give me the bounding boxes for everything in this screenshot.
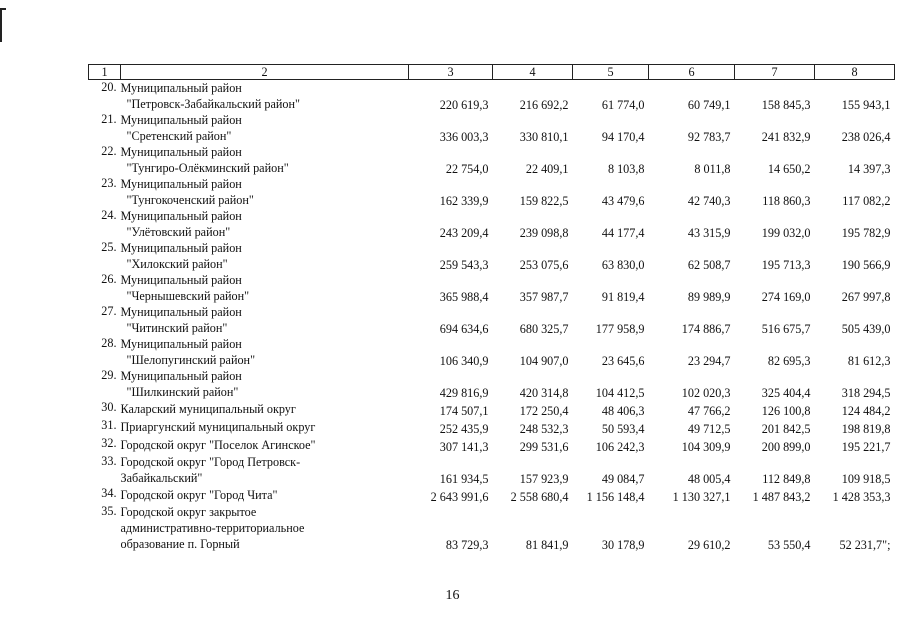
value-cell: 8 103,8: [607, 162, 645, 176]
row-number: 27.: [101, 304, 117, 318]
name-line: "Улётовский район": [126, 225, 231, 239]
name-line: Муниципальный район: [120, 305, 242, 319]
name-line: "Чернышевский район": [126, 289, 250, 303]
table-row: [89, 144, 895, 176]
header-cell: 1: [89, 65, 121, 80]
municipality-name: [121, 240, 409, 272]
value-cell: 357 987,7: [519, 290, 569, 304]
value-cell: 47 766,2: [687, 404, 731, 418]
table-row: [89, 400, 895, 418]
value-cell: 174 507,1: [439, 404, 489, 418]
header-cell: 5: [573, 65, 649, 80]
municipality-name: [121, 112, 409, 144]
value-cell: 220 619,3: [439, 98, 489, 112]
value-cell: 118 860,3: [762, 194, 811, 208]
value-cell: 2 558 680,4: [510, 490, 569, 504]
value-cell: 81 612,3: [847, 354, 891, 368]
value-cell: 44 177,4: [601, 226, 645, 240]
value-cell: 516 675,7: [761, 322, 811, 336]
value-cell: 198 819,8: [841, 422, 891, 436]
value-cell: 248 532,3: [519, 422, 569, 436]
value-cell: 1 156 148,4: [586, 490, 645, 504]
value-cell: 60 749,1: [687, 98, 731, 112]
header-cell: 2: [121, 65, 409, 80]
name-line: "Тунгокоченский район": [126, 193, 254, 207]
value-cell: 2 643 991,6: [430, 490, 489, 504]
row-number: 22.: [101, 144, 117, 158]
table-row: [89, 504, 895, 552]
table-row: [89, 240, 895, 272]
value-cell: 200 899,0: [761, 440, 811, 454]
value-cell: 241 832,9: [761, 130, 811, 144]
row-number: 24.: [101, 208, 117, 222]
page-number: 16: [445, 588, 460, 603]
value-cell: 104 309,9: [681, 440, 731, 454]
value-cell: 49 712,5: [687, 422, 731, 436]
municipality-name: [121, 304, 409, 336]
row-number: 21.: [101, 112, 117, 126]
municipality-name: [121, 208, 409, 240]
value-cell: 53 550,4: [767, 538, 811, 552]
table-row: [89, 80, 895, 113]
header-cell: 6: [649, 65, 735, 80]
name-line: Городской округ "Город Петровск-: [120, 455, 301, 469]
value-cell: 238 026,4: [841, 130, 891, 144]
municipality-name: [121, 336, 409, 368]
value-cell: 22 409,1: [525, 162, 569, 176]
value-cell: 420 314,8: [519, 386, 569, 400]
municipality-name: [121, 454, 409, 486]
value-cell: 162 339,9: [439, 194, 489, 208]
municipality-name: [121, 400, 409, 418]
value-cell: 1 487 843,2: [752, 490, 811, 504]
value-cell: 680 325,7: [519, 322, 569, 336]
header-row: [89, 65, 895, 80]
header-cell: 7: [735, 65, 815, 80]
value-cell: 1 130 327,1: [672, 490, 731, 504]
municipality-name: [121, 504, 409, 552]
value-cell: 14 397,3: [847, 162, 891, 176]
header-cell: 3: [409, 65, 493, 80]
value-cell: 8 011,8: [694, 162, 731, 176]
name-line: Городской округ "Город Чита": [120, 488, 278, 502]
table-row: [89, 272, 895, 304]
value-cell: 124 484,2: [841, 404, 891, 418]
value-cell: 274 169,0: [761, 290, 811, 304]
name-line: Городской округ закрытое: [120, 505, 257, 519]
value-cell: 14 650,2: [767, 162, 811, 176]
value-cell: 117 082,2: [842, 194, 891, 208]
value-cell: 43 479,6: [601, 194, 645, 208]
value-cell: 195 713,3: [761, 258, 811, 272]
value-cell: 52 231,7";: [839, 538, 891, 552]
value-cell: 63 830,0: [601, 258, 645, 272]
name-line: образование п. Горный: [120, 537, 240, 551]
value-cell: 1 428 353,3: [832, 490, 891, 504]
value-cell: 82 695,3: [767, 354, 811, 368]
table-row: [89, 336, 895, 368]
value-cell: 29 610,2: [687, 538, 731, 552]
row-number: 33.: [101, 454, 117, 468]
value-cell: 155 943,1: [841, 98, 891, 112]
value-cell: 253 075,6: [519, 258, 569, 272]
value-cell: 126 100,8: [761, 404, 811, 418]
table-row: [89, 454, 895, 486]
municipality-name: [121, 272, 409, 304]
value-cell: 91 819,4: [601, 290, 645, 304]
value-cell: 22 754,0: [445, 162, 489, 176]
name-line: "Петровск-Забайкальский район": [126, 97, 300, 111]
municipality-name: [121, 144, 409, 176]
row-number: 31.: [101, 418, 117, 432]
table-row: [89, 486, 895, 504]
value-cell: 23 645,6: [601, 354, 645, 368]
municipality-name: [121, 176, 409, 208]
table-body: [89, 65, 895, 553]
value-cell: 267 997,8: [841, 290, 891, 304]
value-cell: 81 841,9: [525, 538, 569, 552]
value-cell: 43 315,9: [687, 226, 731, 240]
value-cell: 259 543,3: [439, 258, 489, 272]
value-cell: 177 958,9: [595, 322, 645, 336]
value-cell: 104 907,0: [519, 354, 569, 368]
value-cell: 62 508,7: [687, 258, 731, 272]
name-line: Приаргунский муниципальный округ: [120, 420, 316, 434]
value-cell: 158 845,3: [761, 98, 811, 112]
value-cell: 199 032,0: [761, 226, 811, 240]
value-cell: 30 178,9: [601, 538, 645, 552]
name-line: Муниципальный район: [120, 145, 242, 159]
municipality-name: [121, 486, 409, 504]
municipality-name: [121, 368, 409, 400]
value-cell: 243 209,4: [439, 226, 489, 240]
value-cell: 429 816,9: [439, 386, 489, 400]
value-cell: 336 003,3: [439, 130, 489, 144]
table-row: [89, 418, 895, 436]
value-cell: 299 531,6: [519, 440, 569, 454]
name-line: административно-территориальное: [120, 521, 305, 535]
row-number: 26.: [101, 272, 117, 286]
value-cell: 50 593,4: [601, 422, 645, 436]
value-cell: 157 923,9: [519, 472, 569, 486]
row-number: 23.: [101, 176, 117, 190]
row-number: 29.: [101, 368, 117, 382]
value-cell: 48 005,4: [687, 472, 731, 486]
value-cell: 49 084,7: [601, 472, 645, 486]
value-cell: 195 221,7: [841, 440, 891, 454]
value-cell: 23 294,7: [687, 354, 731, 368]
value-cell: 83 729,3: [445, 538, 489, 552]
table-row: [89, 436, 895, 454]
scan-edge-mark: [0, 8, 6, 42]
municipality-name: [121, 80, 409, 113]
value-cell: 112 849,8: [762, 472, 811, 486]
name-line: Муниципальный район: [120, 81, 242, 95]
value-cell: 307 141,3: [439, 440, 489, 454]
value-cell: 89 989,9: [687, 290, 731, 304]
row-number: 25.: [101, 240, 117, 254]
value-cell: 161 934,5: [439, 472, 489, 486]
value-cell: 505 439,0: [841, 322, 891, 336]
row-number: 30.: [101, 400, 117, 414]
value-cell: 216 692,2: [519, 98, 569, 112]
value-cell: 325 404,4: [761, 386, 811, 400]
row-number: 32.: [101, 436, 117, 450]
value-cell: 94 170,4: [601, 130, 645, 144]
name-line: Муниципальный район: [120, 177, 242, 191]
name-line: Муниципальный район: [120, 209, 242, 223]
municipality-name: [121, 418, 409, 436]
row-number: 35.: [101, 504, 117, 518]
value-cell: 239 098,8: [519, 226, 569, 240]
name-line: Муниципальный район: [120, 337, 242, 351]
value-cell: 92 783,7: [687, 130, 731, 144]
table-row: [89, 368, 895, 400]
name-line: Забайкальский": [120, 471, 203, 485]
value-cell: 365 988,4: [439, 290, 489, 304]
value-cell: 201 842,5: [761, 422, 811, 436]
value-cell: 106 242,3: [595, 440, 645, 454]
value-cell: 61 774,0: [601, 98, 645, 112]
value-cell: 102 020,3: [681, 386, 731, 400]
value-cell: 109 918,5: [841, 472, 891, 486]
budget-table: [88, 64, 895, 552]
header-cell: 8: [815, 65, 895, 80]
value-cell: 48 406,3: [601, 404, 645, 418]
name-line: "Читинский район": [126, 321, 228, 335]
name-line: Муниципальный район: [120, 241, 242, 255]
value-cell: 106 340,9: [439, 354, 489, 368]
value-cell: 174 886,7: [681, 322, 731, 336]
value-cell: 172 250,4: [519, 404, 569, 418]
value-cell: 318 294,5: [841, 386, 891, 400]
value-cell: 42 740,3: [687, 194, 731, 208]
name-line: "Шелопугинский район": [126, 353, 256, 367]
value-cell: 195 782,9: [841, 226, 891, 240]
table-row: [89, 176, 895, 208]
name-line: Муниципальный район: [120, 273, 242, 287]
row-number: 28.: [101, 336, 117, 350]
value-cell: 252 435,9: [439, 422, 489, 436]
name-line: Муниципальный район: [120, 113, 242, 127]
name-line: "Тунгиро-Олёкминский район": [126, 161, 289, 175]
value-cell: 330 810,1: [519, 130, 569, 144]
name-line: Каларский муниципальный округ: [120, 402, 296, 416]
header-cell: 4: [493, 65, 573, 80]
row-number: 20.: [101, 80, 117, 94]
table-row: [89, 304, 895, 336]
name-line: "Шилкинский район": [126, 385, 239, 399]
name-line: Муниципальный район: [120, 369, 242, 383]
row-number: 34.: [101, 486, 117, 500]
name-line: "Сретенский район": [126, 129, 232, 143]
table-row: [89, 112, 895, 144]
value-cell: 159 822,5: [519, 194, 569, 208]
value-cell: 694 634,6: [439, 322, 489, 336]
value-cell: 104 412,5: [595, 386, 645, 400]
name-line: "Хилокский район": [126, 257, 228, 271]
name-line: Городской округ "Поселок Агинское": [120, 438, 316, 452]
table-row: [89, 208, 895, 240]
municipality-name: [121, 436, 409, 454]
value-cell: 190 566,9: [841, 258, 891, 272]
